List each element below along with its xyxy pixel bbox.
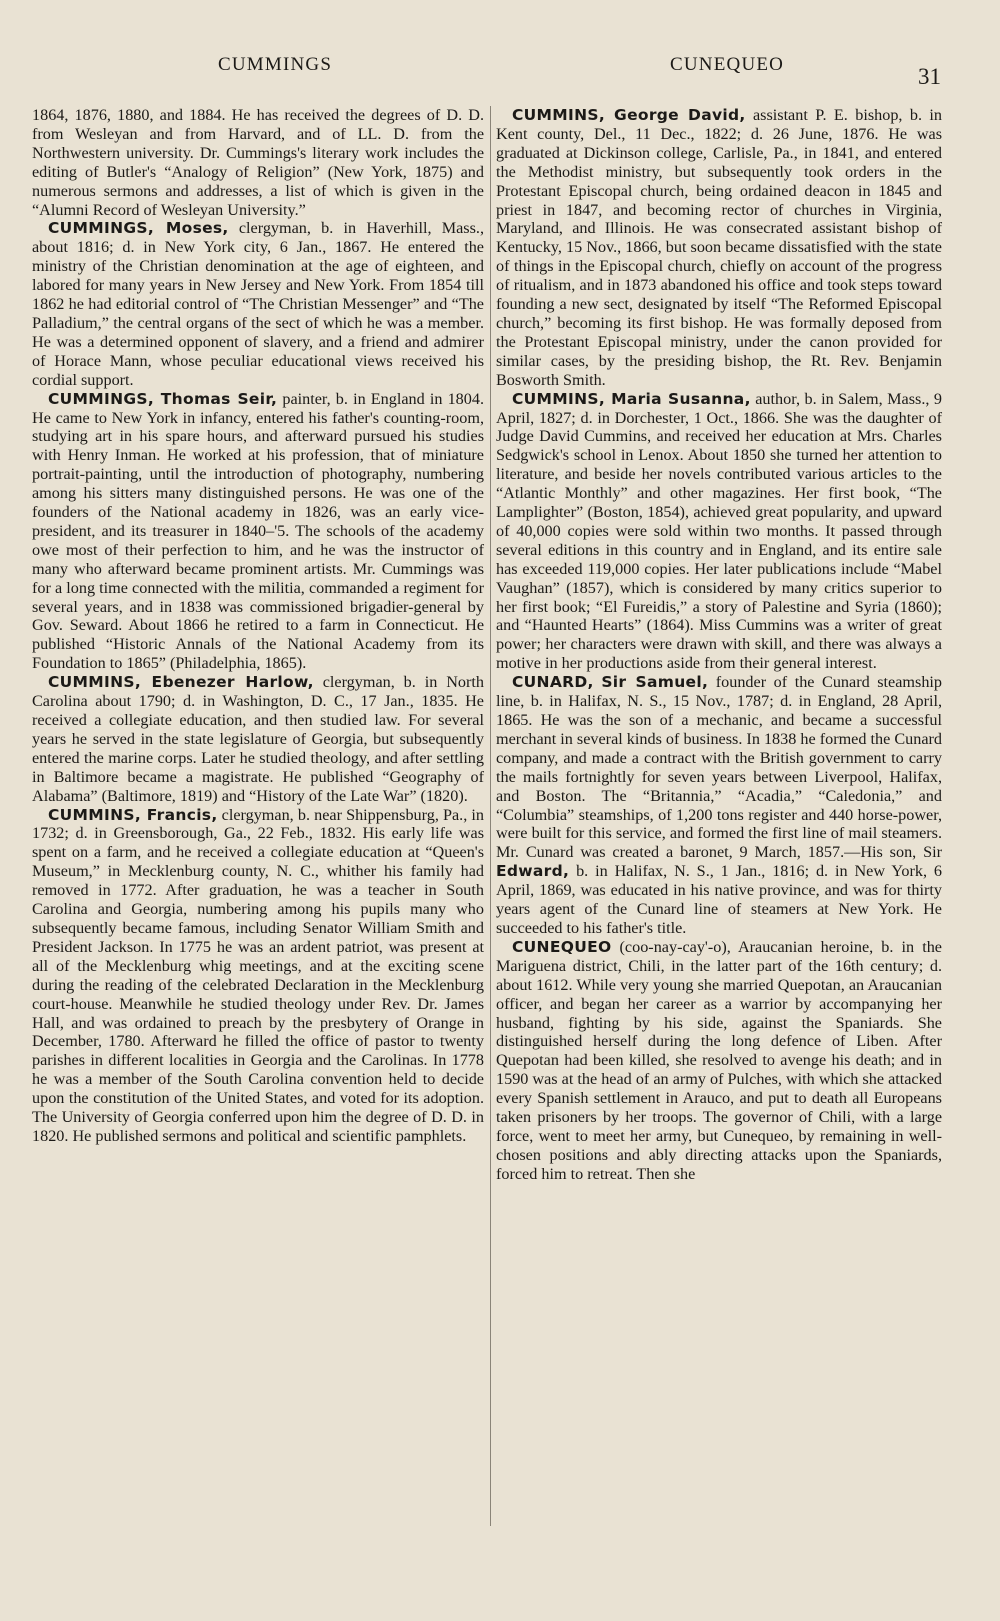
running-header-right: CUNEQUEO [670,54,785,75]
entry-headword: CUMMINS, Francis, [48,805,218,824]
entry-headword: CUMMINS, George David, [512,106,746,124]
entry-headword: CUMMINS, Maria Susanna, [512,389,751,408]
entry-text: founder of the Cunard steamship line, b. in Halifax, N. S., 15 Nov., 1787; d. in England, 28 April, 1865. He was the son of a mechanic, and became a successful merchant in several kinds of business. In 1838 he formed the Cunard company, and made a contract with the British government to carry the mails fortnightly for seven years between Liverpool, Halifax, and Boston. The “Britannia,” “Acadia,” “Caledonia,” and “Columbia” steamships, of 1,200 tons register and 440 horse-power, were built for this service, and formed the first line of mail steamers. Mr. Cunard was created a baronet, 9 March, 1857.—His son, Sir [496,673,943,862]
continued-entry-text: 1864, 1876, 1880, and 1884. He has received the degrees of D. D. from Wesleyan and from Harvard, and of LL. D. from the Northwestern university. Dr. Cummings's literary work includes the editing of Butler's “Analogy of Religion” (New York, 1875) and numerous sermons and addresses, a list of which is given in the “Alumni Record of Wesleyan University.” [32,106,484,219]
column-divider [490,106,491,1526]
left-column [32,106,484,1146]
entry-cummins-george-david [496,106,942,390]
right-column [496,106,942,1184]
entry-cummins-maria-susanna [496,390,942,674]
entry-headword: CUMMINGS, Thomas Seir, [48,389,278,408]
entry-text: clergyman, b. near Shippensburg, Pa., in 1732; d. in Greensborough, Ga., 22 Feb., 1832. His early life was spent on a farm, and he received a collegiate education at “Queen's Museum,” in Mecklenburg county, N. C., whither his family had removed in 1772. After graduation, he was a teacher in South Carolina and Georgia, numbering among his pupils many who subsequently became famous, including Senator William Smith and President Jackson. In 1775 he was an ardent patriot, was present at all of the Mecklenburg whig meetings, and at the exciting scene during the reading of the celebrated Declaration in the Mecklenburg court-house. Meanwhile he studied theology under Rev. Dr. James Hall, and was ordained to preach by the presbytery of Orange in December, 1780. Afterward he filled the office of pastor to twenty parishes in different localities in Georgia and the Carolinas. In 1778 he was a member of the South Carolina convention held to decide upon the constitution of the United States, and voted for its adoption. The University of Georgia conferred upon him the degree of D. D. in 1820. He published sermons and political and scientific pamphlets. [32,805,484,1145]
entry-text: author, b. in Salem, Mass., 9 April, 1827; d. in Dorchester, 1 Oct., 1866. She was the daughter of Judge David Cummins, and received her education at Mrs. Charles Sedgwick's school in Lenox. About 1850 she turned her attention to literature, and beside her novels contributed various articles to the “Atlantic Monthly” and other magazines. Her first book, “The Lamplighter” (Boston, 1854), achieved great popularity, and upward of 40,000 copies were sold within two months. It passed through several editions in this country and in England, and its entire sale has exceeded 119,000 copies. Her later publications include “Mabel Vaughan” (1857), which is considered by many critics superior to her first book; “El Fureidis,” a story of Palestine and Syria (1860); and “Haunted Hearts” (1864). Miss Cummins was a writer of great power; her characters were drawn with skill, and there was always a motive in her productions aside from their general interest. [496,389,942,673]
entry-headword: CUMMINGS, Moses, [48,219,229,238]
entry-headword: CUNARD, [512,673,594,692]
entry-cummings-thomas-seir [32,390,484,674]
entry-cunard-samuel [496,673,942,938]
entry-subject-name: Sir Samuel, [601,673,709,692]
entry-text-continued: b. in Halifax, N. S., 1 Jan., 1816; d. in New York, 6 April, 1869, was educated in his native province, and was for thirty years agent of the Cunard line of steamers at New York. He succeeded to his father's title. [496,862,942,937]
entry-text: clergyman, b. in Haverhill, Mass., about 1816; d. in New York city, 6 Jan., 1867. He entered the ministry of the Christian denomination at the age of eighteen, and labored for many years in New Jersey and New York. From 1854 till 1862 he had editorial control of “The Christian Messenger” and “The Palladium,” the central organs of the sect of which he was a member. He was a determined opponent of slavery, and a friend and admirer of Horace Mann, whose peculiar educational views received his cordial support. [32,219,484,389]
entry-headword: CUMMINS, Ebenezer Harlow, [48,673,314,692]
page-number: 31 [918,64,941,89]
entry-text: (coo-nay-cay'-o), Araucanian heroine, b. in the Mariguena district, Chili, in the latter part of the 16th century; d. about 1612. While very young she married Quepotan, an Araucanian officer, and began her career as a warrior by accompanying her husband, fighting by his side, against the Spaniards. She distinguished herself during the long defence of Liben. After Quepotan had been killed, she resolved to avenge his death; and in 1590 was at the head of an army of Pulches, with which she attacked every Spanish settlement in Arauco, and put to death all Europeans taken prisoners by her troops. The governor of Chili, with a large force, went to meet her army, but Cunequeo, by remaining in well-chosen positions and ably directing attacks upon the Spaniards, forced him to retreat. Then she [496,937,942,1183]
entry-text: assistant P. E. bishop, b. in Kent county, Del., 11 Dec., 1822; d. 26 June, 1876. He was graduated at Dickinson college, Carlisle, Pa., in 1841, and entered the Methodist ministry, but subsequently took orders in the Protestant Episcopal church, being ordained deacon in 1845 and priest in 1847, and becoming rector of churches in Virginia, Maryland, and Illinois. He was consecrated assistant bishop of Kentucky, 15 Nov., 1866, but soon became dissatisfied with the state of things in the Episcopal church, chiefly on account of the progress of ritualism, and in 1873 abandoned his office and took steps toward founding a new sect, designated by itself “The Reformed Episcopal church,” becoming its first bishop. He was formally deposed from the Protestant Episcopal ministry, under the canon provided for similar cases, by the presiding bishop, the Rt. Rev. Benjamin Bosworth Smith. [496,106,942,389]
entry-text: clergyman, b. in North Carolina about 1790; d. in Washington, D. C., 17 Jan., 1835. He received a collegiate education, and then studied law. For several years he served in the state legislature of Georgia, but subsequently entered the marine corps. Later he studied theology, and after settling in Baltimore became a magistrate. He published “Geography of Alabama” (Baltimore, 1819) and “History of the Late War” (1820). [32,673,484,805]
entry-cummings-moses [32,219,484,389]
entry-secondary-name: Edward, [496,862,570,881]
entry-cummins-ebenezer-harlow [32,673,484,805]
entry-cummins-francis [32,806,484,1146]
entry-headword: CUNEQUEO [512,937,612,956]
entry-cunequeo [496,938,942,1184]
entry-text: painter, b. in England in 1804. He came to New York in infancy, entered his father's counting-room, studying art in his spare hours, and afterward pursued his studies with Henry Inman. He worked at his profession, that of miniature portrait-painting, until the introduction of photography, numbering among his sitters many distinguished persons. He was one of the founders of the National academy in 1826, was an early vice-president, and its treasurer in 1840–'5. The schools of the academy owe most of their perfection to him, and he was the instructor of many who afterward became prominent artists. Mr. Cummings was for a long time connected with the militia, commanded a regiment for several years, and in 1838 was commissioned brigadier-general by Gov. Seward. About 1866 he retired to a farm in Connecticut. He published “Historic Annals of the National Academy from its Foundation to 1865” (Philadelphia, 1865). [32,389,484,673]
running-header-left: CUMMINGS [218,54,333,75]
